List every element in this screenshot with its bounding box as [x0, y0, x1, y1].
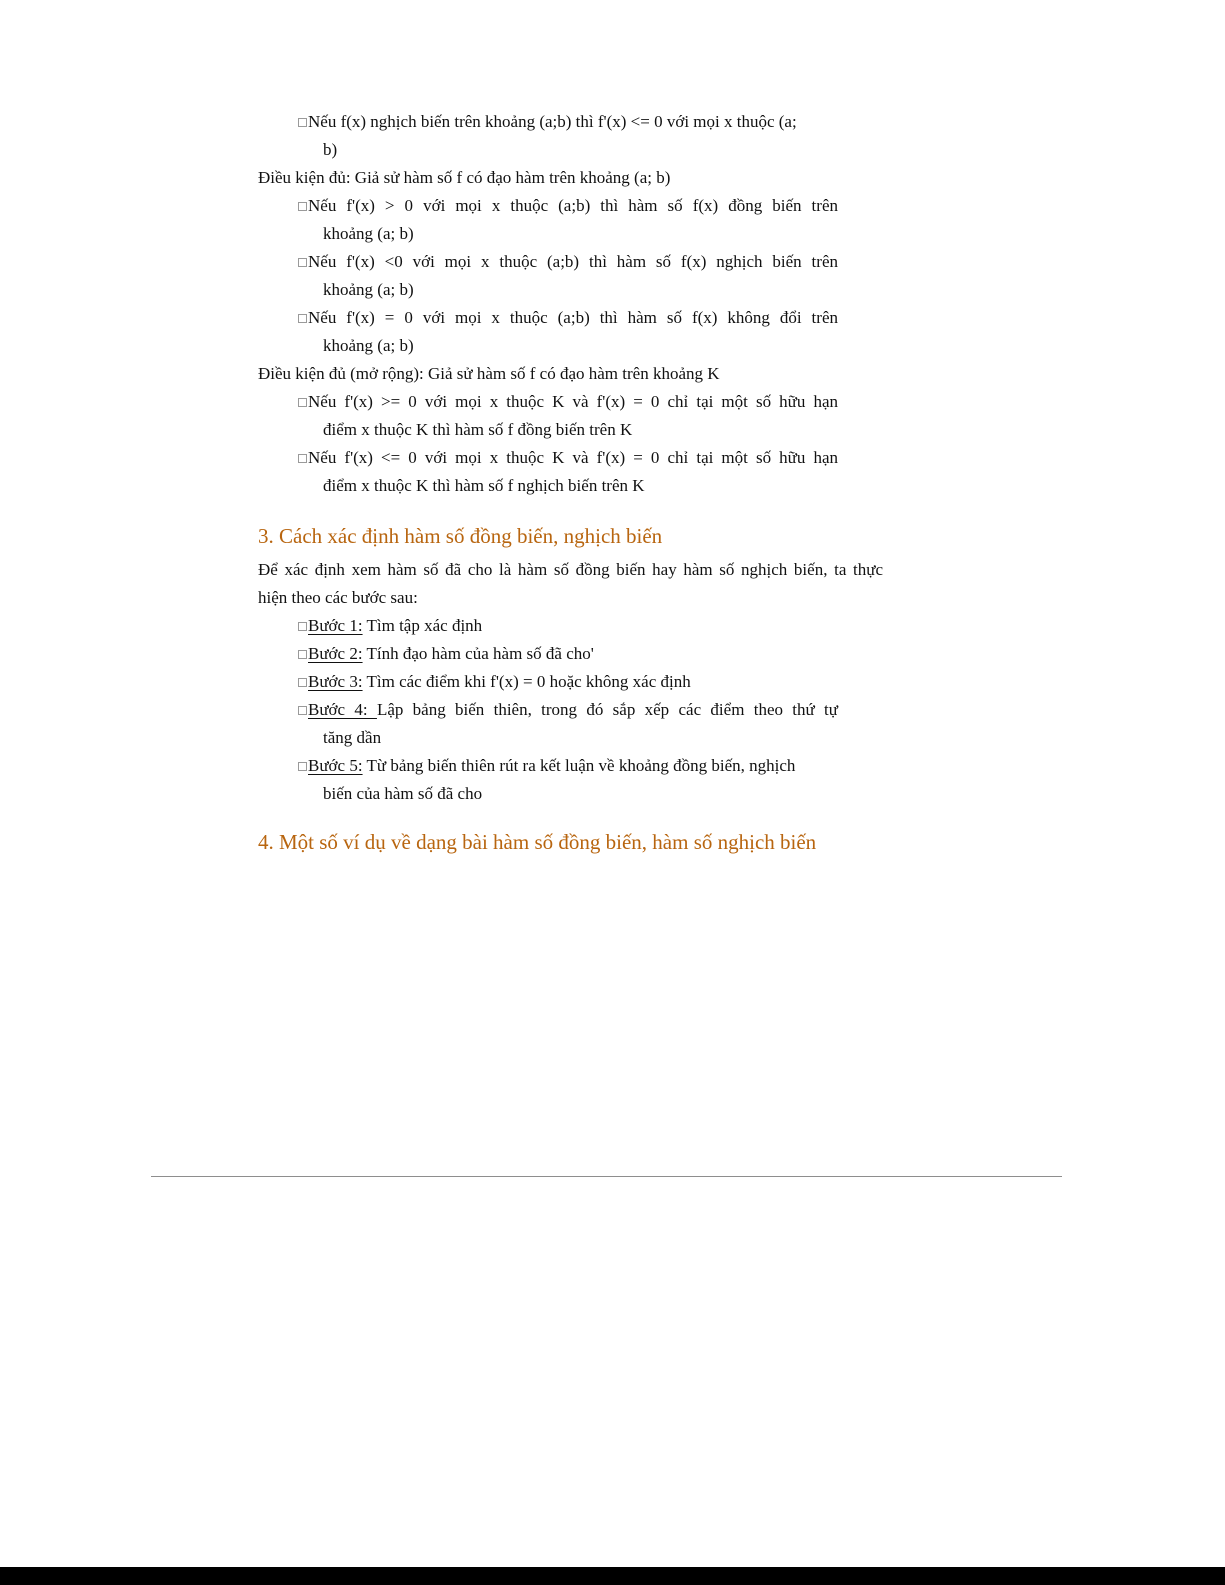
sufficient-condition-title: Điều kiện đủ: Giả sử hàm số f có đạo hàm trên khoảng (a; b) — [258, 168, 671, 187]
bullet-box-icon — [298, 118, 307, 127]
step-label: Bước 1: — [308, 616, 363, 635]
step-text: Tìm các điểm khi f'(x) = 0 hoặc không xác định — [362, 672, 691, 691]
list-item-text: khoảng (a; b) — [323, 336, 414, 355]
intro-line: Để xác định xem hàm số đã cho là hàm số đồng biến hay hàm số nghịch biến, ta thực — [258, 560, 883, 579]
step-line — [308, 612, 838, 640]
step-label: Bước 3: — [308, 672, 363, 691]
list-item — [258, 248, 838, 304]
list-item — [258, 304, 838, 360]
step-text: Tìm tập xác định — [362, 616, 483, 635]
bullet-box-icon — [298, 622, 307, 631]
bullet-box-icon — [298, 762, 307, 771]
bullet-box-icon — [298, 454, 307, 463]
step-text: Từ bảng biến thiên rút ra kết luận về khoảng đồng biến, nghịch — [362, 756, 796, 775]
bullet-box-icon — [298, 650, 307, 659]
bullet-box-icon — [298, 258, 307, 267]
list-item — [258, 444, 838, 500]
step-line — [308, 696, 838, 724]
list-item — [258, 192, 838, 248]
step-line — [308, 752, 838, 780]
step-text: Tính đạo hàm của hàm số đã cho' — [362, 644, 594, 663]
step-item — [258, 752, 838, 808]
section-heading-4: 4. Một số ví dụ về dạng bài hàm số đồng biến, hàm số nghịch biến — [258, 830, 817, 854]
step-text-continued: tăng dần — [323, 728, 382, 747]
step-item — [258, 612, 838, 640]
page-divider — [151, 1176, 1062, 1177]
bullet-box-icon — [298, 202, 307, 211]
step-text: Lập bảng biến thiên, trong đó sắp xếp các điểm theo thứ tự — [376, 700, 838, 719]
list-item-text: Nếu f'(x) >= 0 với mọi x thuộc K và f'(x) = 0 chỉ tại một số hữu hạn — [308, 392, 838, 411]
list-item-text: Nếu f(x) nghịch biến trên khoảng (a;b) thì f'(x) <= 0 với mọi x thuộc (a; — [308, 112, 797, 131]
list-item-text: b) — [323, 140, 338, 159]
step-label: Bước 2: — [308, 644, 363, 663]
list-item-text: khoảng (a; b) — [323, 280, 414, 299]
bullet-box-icon — [298, 706, 307, 715]
list-item-text: điểm x thuộc K thì hàm số f đồng biến trên K — [323, 420, 633, 439]
step-label: Bước 5: — [308, 756, 363, 775]
step-text-continued: biến của hàm số đã cho — [323, 784, 483, 803]
list-item — [258, 108, 838, 164]
bullet-box-icon — [298, 314, 307, 323]
list-item-text: Nếu f'(x) > 0 với mọi x thuộc (a;b) thì hàm số f(x) đồng biến trên — [308, 196, 838, 215]
bullet-box-icon — [298, 678, 307, 687]
bullet-box-icon — [298, 398, 307, 407]
list-item-text: Nếu f'(x) <0 với mọi x thuộc (a;b) thì hàm số f(x) nghịch biến trên — [308, 252, 838, 271]
step-label: Bước 4: — [308, 700, 377, 719]
bottom-bar — [0, 1567, 1225, 1585]
document-body — [258, 108, 888, 862]
intro-line: hiện theo các bước sau: — [258, 588, 418, 607]
list-item-text: khoảng (a; b) — [323, 224, 414, 243]
list-item-text: điểm x thuộc K thì hàm số f nghịch biến trên K — [323, 476, 645, 495]
step-line — [308, 640, 838, 668]
step-item — [258, 668, 838, 696]
step-item — [258, 696, 838, 752]
step-item — [258, 640, 838, 668]
section-heading-3: 3. Cách xác định hàm số đồng biến, nghịch biến — [258, 524, 663, 548]
step-line — [308, 668, 838, 696]
list-item-text: Nếu f'(x) = 0 với mọi x thuộc (a;b) thì hàm số f(x) không đổi trên — [308, 308, 838, 327]
list-item-text: Nếu f'(x) <= 0 với mọi x thuộc K và f'(x) = 0 chỉ tại một số hữu hạn — [308, 448, 838, 467]
list-item — [258, 388, 838, 444]
extended-condition-title: Điều kiện đủ (mở rộng): Giả sử hàm số f có đạo hàm trên khoảng K — [258, 364, 720, 383]
